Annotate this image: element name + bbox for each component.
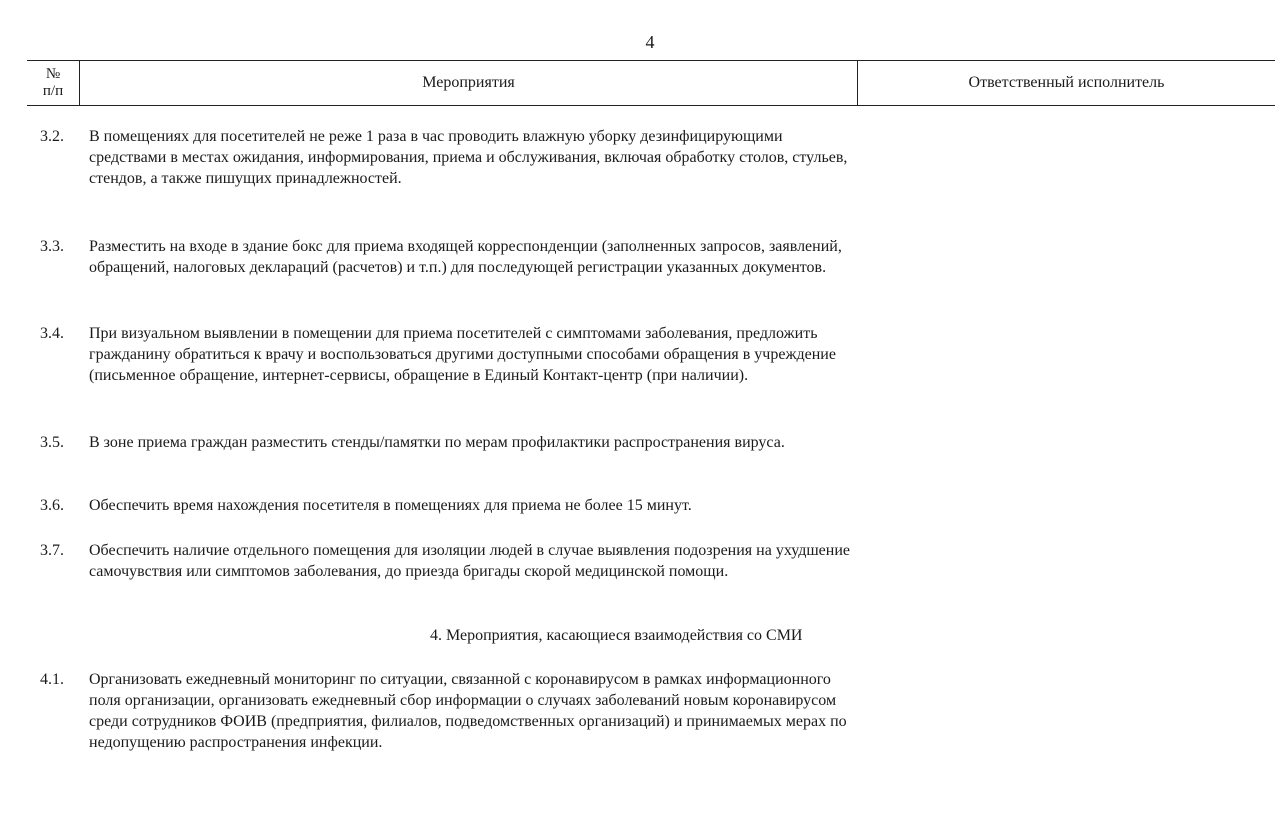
item-text: При визуальном выявлении в помещении для приема посетителей с симптомами заболевания, предложить гражданину обратиться к врачу и воспользоваться другими доступными способами обращения в учреждение (письменное обращение, интернет-сервисы, обращение в Единый Контакт-центр (при наличии). (89, 325, 836, 384)
item-3-7 (40, 540, 860, 582)
header-events-column: Мероприятия (80, 61, 858, 105)
item-3-4 (40, 323, 860, 386)
item-3-6 (40, 495, 860, 516)
item-3-5 (40, 432, 860, 453)
item-number: 3.7. (40, 542, 64, 559)
item-4-1 (40, 669, 860, 753)
item-number: 3.3. (40, 238, 64, 255)
item-text: Организовать ежедневный мониторинг по ситуации, связанной с коронавирусом в рамках информационного поля организации, организовать ежедневный сбор информации о случаях заболеваний новым коронавирусом среди сотрудников ФОИВ (предприятия, филиалов, подведомственных организаций) и принимаемых мерах по недопущению распространения инфекции. (89, 671, 847, 751)
item-number: 3.2. (40, 128, 64, 145)
item-3-2 (40, 126, 860, 189)
item-text: В зоне приема граждан разместить стенды/памятки по мерам профилактики распространения вируса. (89, 434, 785, 451)
item-number: 3.4. (40, 325, 64, 342)
header-number-line1: № (45, 66, 61, 82)
header-number-column (27, 61, 80, 105)
item-number: 3.6. (40, 497, 64, 514)
page-number: 4 (645, 32, 655, 52)
header-number-line2: п/п (42, 83, 64, 99)
table-header (27, 60, 1275, 106)
section-heading: 4. Мероприятия, касающиеся взаимодействия со СМИ (430, 627, 803, 644)
item-text: В помещениях для посетителей не реже 1 раза в час проводить влажную уборку дезинфицирующими средствами в местах ожидания, информирования, приема и обслуживания, включая обработку столов, стульев, стендов, а также пишущих принадлежностей. (89, 128, 848, 187)
item-number: 3.5. (40, 434, 64, 451)
item-text: Обеспечить время нахождения посетителя в помещениях для приема не более 15 минут. (89, 497, 692, 514)
item-3-3 (40, 236, 860, 278)
header-responsible-column: Ответственный исполнитель (968, 74, 1165, 91)
item-text: Обеспечить наличие отдельного помещения для изоляции людей в случае выявления подозрения на ухудшение самочувствия или симптомов заболевания, до приезда бригады скорой медицинской помощи. (89, 542, 850, 580)
item-text: Разместить на входе в здание бокс для приема входящей корреспонденции (заполненных запросов, заявлений, обращений, налоговых деклараций (расчетов) и т.п.) для последующей регистрации указанных документов. (89, 238, 842, 276)
item-number: 4.1. (40, 671, 64, 688)
